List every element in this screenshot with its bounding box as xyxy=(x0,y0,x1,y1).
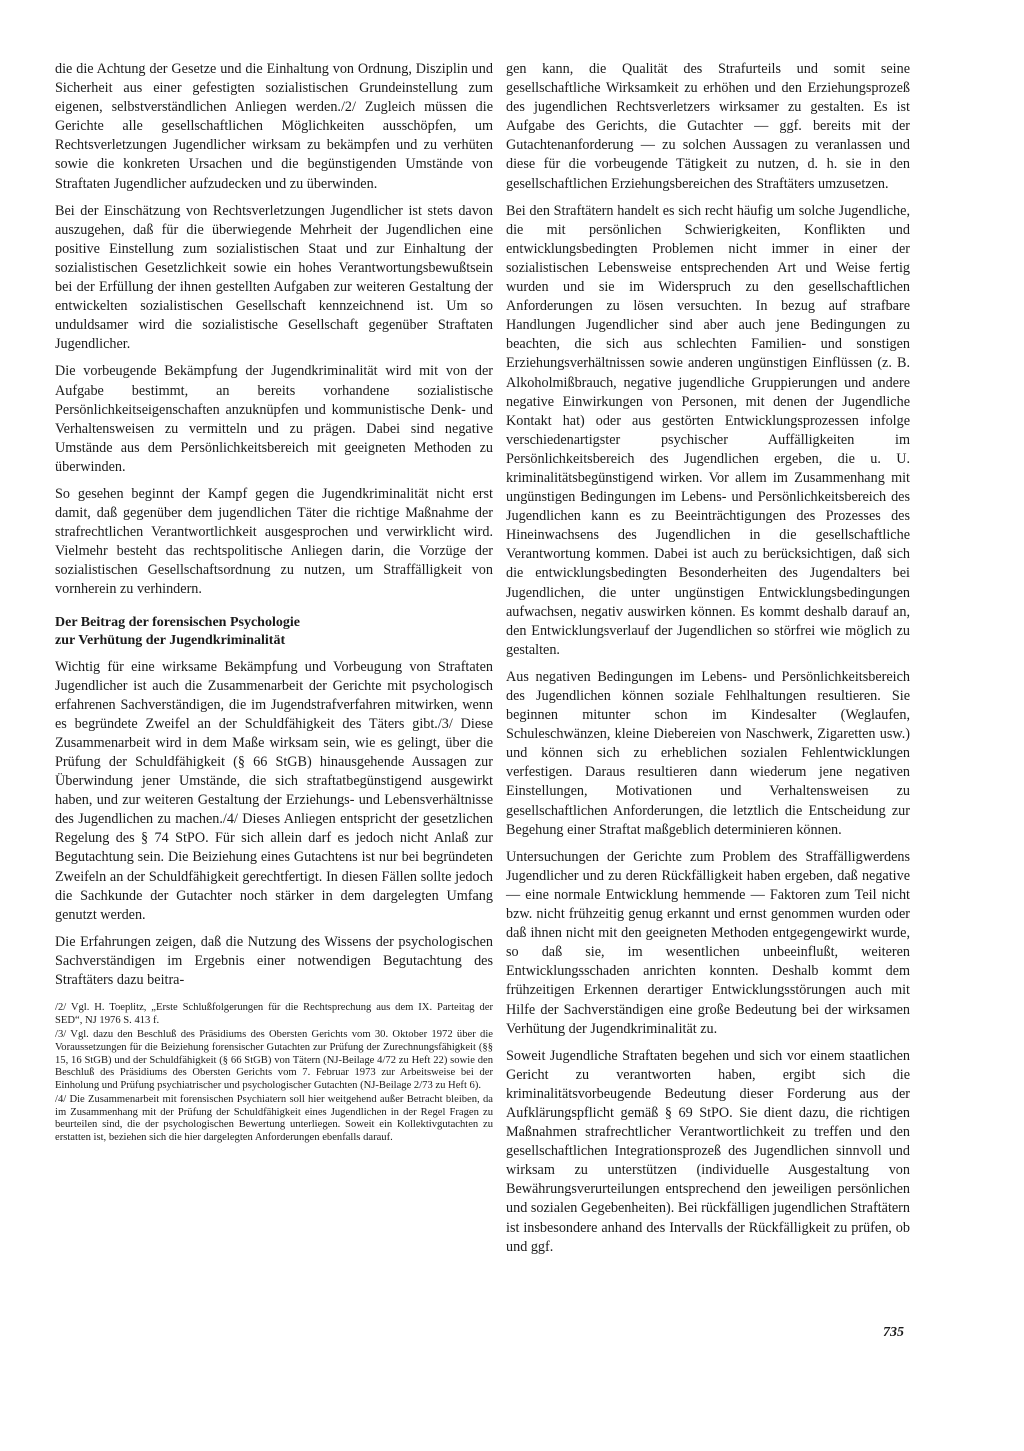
left-column xyxy=(55,60,493,1147)
footnote: /3/ Vgl. dazu den Beschluß des Präsidiums des Obersten Gerichts vom 30. Oktober 1972 über die Voraussetzungen für die Beiziehung forensischer Gutachten zur Prüfung der Zurechnungsfähigkeit (§§ 15, 16 StGB) und der Schuldfähigkeit (§ 66 StGB) von Tätern (NJ-Beilage 4/72 zu Heft 22) sowie den Beschluß des Präsidiums des Obersten Gerichts vom 7. Februar 1973 zur Arbeitsweise bei der Einholung und Prüfung psychiatrischer und psychologischer Gutachten (NJ-Beilage 2/73 zu Heft 6). xyxy=(55,1029,493,1091)
right-column xyxy=(506,60,910,1265)
footnote: /2/ Vgl. H. Toeplitz, „Erste Schlußfolgerungen für die Rechtsprechung aus dem IX. Parteitag der SED“, NJ 1976 S. 413 f. xyxy=(55,1002,493,1026)
section-heading-line: zur Verhütung der Jugendkriminalität xyxy=(55,632,286,648)
paragraph: die die Achtung der Gesetze und die Einhaltung von Ordnung, Disziplin und Sicherheit aus einer gefestigten sozialistischen Grundeinstellung zum eigenen, selbstverständlichen Anliegen werden./2/ Zugleich müssen die Gerichte alle gesellschaftlichen Möglichkeiten ausschöpfen, um Rechtsverletzungen Jugendlicher wirksam zu bekämpfen und zu verhüten sowie die konkreten Ursachen und die begünstigenden Umstände von Straftaten Jugendlicher aufzudecken und zu überwinden. xyxy=(55,61,493,192)
footnotes xyxy=(55,1002,493,1145)
paragraph: So gesehen beginnt der Kampf gegen die Jugendkriminalität nicht erst damit, daß gegenüber dem jugendlichen Täter die richtige Maßnahme der strafrechtlichen Verantwortlichkeit ausgesprochen und verwirklicht wird. Vielmehr besteht das rechtspolitische Anliegen darin, die Vorzüge der sozialistischen Gesellschaftsordnung zu nutzen, um Straffälligkeit von vornherein zu verhindern. xyxy=(55,485,493,598)
paragraph: gen kann, die Qualität des Strafurteils und somit seine gesellschaftliche Wirksamkeit zu erhöhen und den Erziehungsprozeß des jugendlichen Rechtsverletzers wirksamer zu gestalten. Es ist Aufgabe des Gerichts, die Gutachter — ggf. bereits mit der Gutachtenanforderung — zu solchen Aussagen zu veranlassen und diese für die vorbeugende Tätigkeit zu nutzen, d. h. sie in den gesellschaftlichen Erziehungsbereichen des Straftäters umzusetzen. xyxy=(506,61,910,192)
paragraph: Aus negativen Bedingungen im Lebens- und Persönlichkeitsbereich des Jugendlichen können soziale Fehlhaltungen resultieren. Sie beginnen mitunter schon im Kindesalter (Weglaufen, Schuleschwänzen, kleine Diebereien von Naschwerk, Zigaretten usw.) und können sich zu erheblichen sozialen Fehlentwicklungen verfestigen. Daraus resultieren dann wiederum jene negativen Einstellungen, Motivationen und Verhaltensweisen zu gesellschaftlichen Anforderungen, die letztlich die Entscheidung zur Begehung einer Straftat maßgeblich determinieren können. xyxy=(506,668,910,838)
page-number: 735 xyxy=(883,1325,904,1340)
footnote: /4/ Die Zusammenarbeit mit forensischen Psychiatern soll hier weitgehend außer Betracht bleiben, da im Zusammenhang mit der Prüfung der Schuldfähigkeit eines Jugendlichen in der Regel Fragen zu beurteilen sind, die der psychologischen Bewertung unterliegen. Soweit ein Kollektivgutachten zu erstatten ist, beziehen sich die hier dargelegten Anforderungen ebenfalls darauf. xyxy=(55,1094,493,1144)
paragraph: Die vorbeugende Bekämpfung der Jugendkriminalität wird mit von der Aufgabe bestimmt, an bereits vorhandene sozialistische Persönlichkeitseigenschaften anzuknüpfen und kommunistische Denk- und Verhaltensweisen zu vermitteln und zu prägen. Dabei sind negative Umstände aus dem Persönlichkeitsbereich mit geeigneten Methoden zu überwinden. xyxy=(55,363,493,475)
paragraph: Soweit Jugendliche Straftaten begehen und sich vor einem staatlichen Gericht zu verantworten haben, ergibt sich die kriminalitätsvorbeugende Bedeutung dieser Forderung aus der Aufklärungspflicht gemäß § 69 StPO. Sie dient dazu, die richtigen Maßnahmen strafrechtlicher Verantwortlichkeit zu treffen und den gesellschaftlichen Integrationsprozeß des Jugendlichen sinnvoll und wirksam zu unterstützen (individuelle Ausgestaltung von Bewährungsverurteilungen entsprechend den jeweiligen persönlichen und sozialen Gegebenheiten). Bei rückfälligen jugendlichen Straftätern ist insbesondere anhand des Intervalls der Rückfälligkeit zu prüfen, ob und ggf. xyxy=(506,1047,910,1255)
paragraph: Bei der Einschätzung von Rechtsverletzungen Jugendlicher ist stets davon auszugehen, daß für die überwiegende Mehrheit der Jugendlichen eine positive Einstellung zum sozialistischen Staat und zur Einhaltung der sozialistischen Gesetzlichkeit sowie ein hohes Verantwortungsbewußtsein bei der Erfüllung der ihnen gestellten Aufgaben zur weiteren Gestaltung der entwickelten sozialistischen Gesellschaft kennzeichnend ist. Um so unduldsamer wird die sozialistische Gesellschaft gegenüber Straftaten Jugendlicher. xyxy=(55,202,493,353)
section-heading xyxy=(55,614,493,650)
paragraph: Bei den Straftätern handelt es sich recht häufig um solche Jugendliche, die mit persönlichen Schwierigkeiten, Konflikten und entwicklungsbedingten Problemen nicht immer in einer der sozialistischen Lebensweise entsprechenden Art und Weise fertig wurden und sie im Widerspruch zu den gesellschaftlichen Anforderungen zu lösen versuchten. In bezug auf strafbare Handlungen Jugendlicher sind aber auch jene Bedingungen zu beachten, die sich aus schlechten Familien- und sonstigen Erziehungsverhältnissen sowie anderen ungünstigen Einflüssen (z. B. Alkoholmißbrauch, negative jugendliche Gruppierungen und andere negative Einwirkungen von Personen, mit denen der Jugendliche Kontakt hat) oder aus gestörten Entwicklungsprozessen infolge verschiedenartigster psychischer Auffälligkeiten im Persönlichkeitsbereich des Jugendlichen ergeben, die u. U. kriminalitätsbegünstigend wirken. Vor allem im Zusammenhang mit ungünstigen Bedingungen im Lebens- und Persönlichkeitsbereich des Jugendlichen kann es zu Beeinträchtigungen des Prozesses des Hineinwachsens des Jugendlichen in die gesellschaftliche Verantwortung kommen. Dabei ist auch zu berücksichtigen, daß sich die entwicklungsbedingten Besonderheiten des Jugendalters bei Jugendlichen, die unter ungünstigen Entwicklungsbedingungen aufwachsen, negativ auswirken können. Es kommt deshalb darauf an, den Entwicklungsverlauf der Jugendlichen so störfrei wie möglich zu gestalten. xyxy=(506,202,910,658)
section-heading-line: Der Beitrag der forensischen Psychologie xyxy=(55,614,300,630)
paragraph: Die Erfahrungen zeigen, daß die Nutzung des Wissens der psychologischen Sachverständigen im Ergebnis einer notwendigen Begutachtung des Straftäters dazu beitra- xyxy=(55,933,493,989)
paragraph: Untersuchungen der Gerichte zum Problem des Straffälligwerdens Jugendlicher und zu deren Rückfälligkeit haben ergeben, daß negative — eine normale Entwicklung hemmende — Faktoren zum Teil nicht bzw. nicht frühzeitig genug erkannt und ernst genommen wurden oder daß ihnen nicht mit den geeigneten Methoden entgegengewirkt wurde, so daß sie, im wesentlichen unbeeinflußt, weiteren Entwicklungsschaden anrichten konnten. Deshalb kommt dem frühzeitigen Erkennen derartiger Entwicklungsstörungen auch mit Hilfe der Sachverständigen eine große Bedeutung bei der wirksamen Verhütung der Jugendkriminalität zu. xyxy=(506,848,910,1037)
paragraph: Wichtig für eine wirksame Bekämpfung und Vorbeugung von Straftaten Jugendlicher ist auch die Zusammenarbeit der Gerichte mit psychologisch erfahrenen Sachverständigen, die im Jugendstrafverfahren mitwirken, wenn es begründete Zweifel an der Schuldfähigkeit des Täters gibt./3/ Diese Zusammenarbeit wird in dem Maße wirksam sein, wie es gelingt, über die Prüfung der Schuldfähigkeit (§ 66 StGB) hinausgehende Aussagen zur Überwindung jener Umstände, die sich straftatbegünstigend ausgewirkt haben, und zur weiteren Gestaltung der Erziehungs- und Lebensverhältnisse des Jugendlichen zu machen./4/ Dieses Anliegen entspricht der gesetzlichen Regelung des § 74 StPO. Für sich allein darf es jedoch nicht Anlaß zur Begutachtung sein. Die Beiziehung eines Gutachtens ist nur bei begründeten Zweifeln an der Schuldfähigkeit gerechtfertigt. In diesen Fällen sollte jedoch die Sachkunde der Gutachter noch stärker in dem dargelegten Umfang genutzt werden. xyxy=(55,658,493,923)
